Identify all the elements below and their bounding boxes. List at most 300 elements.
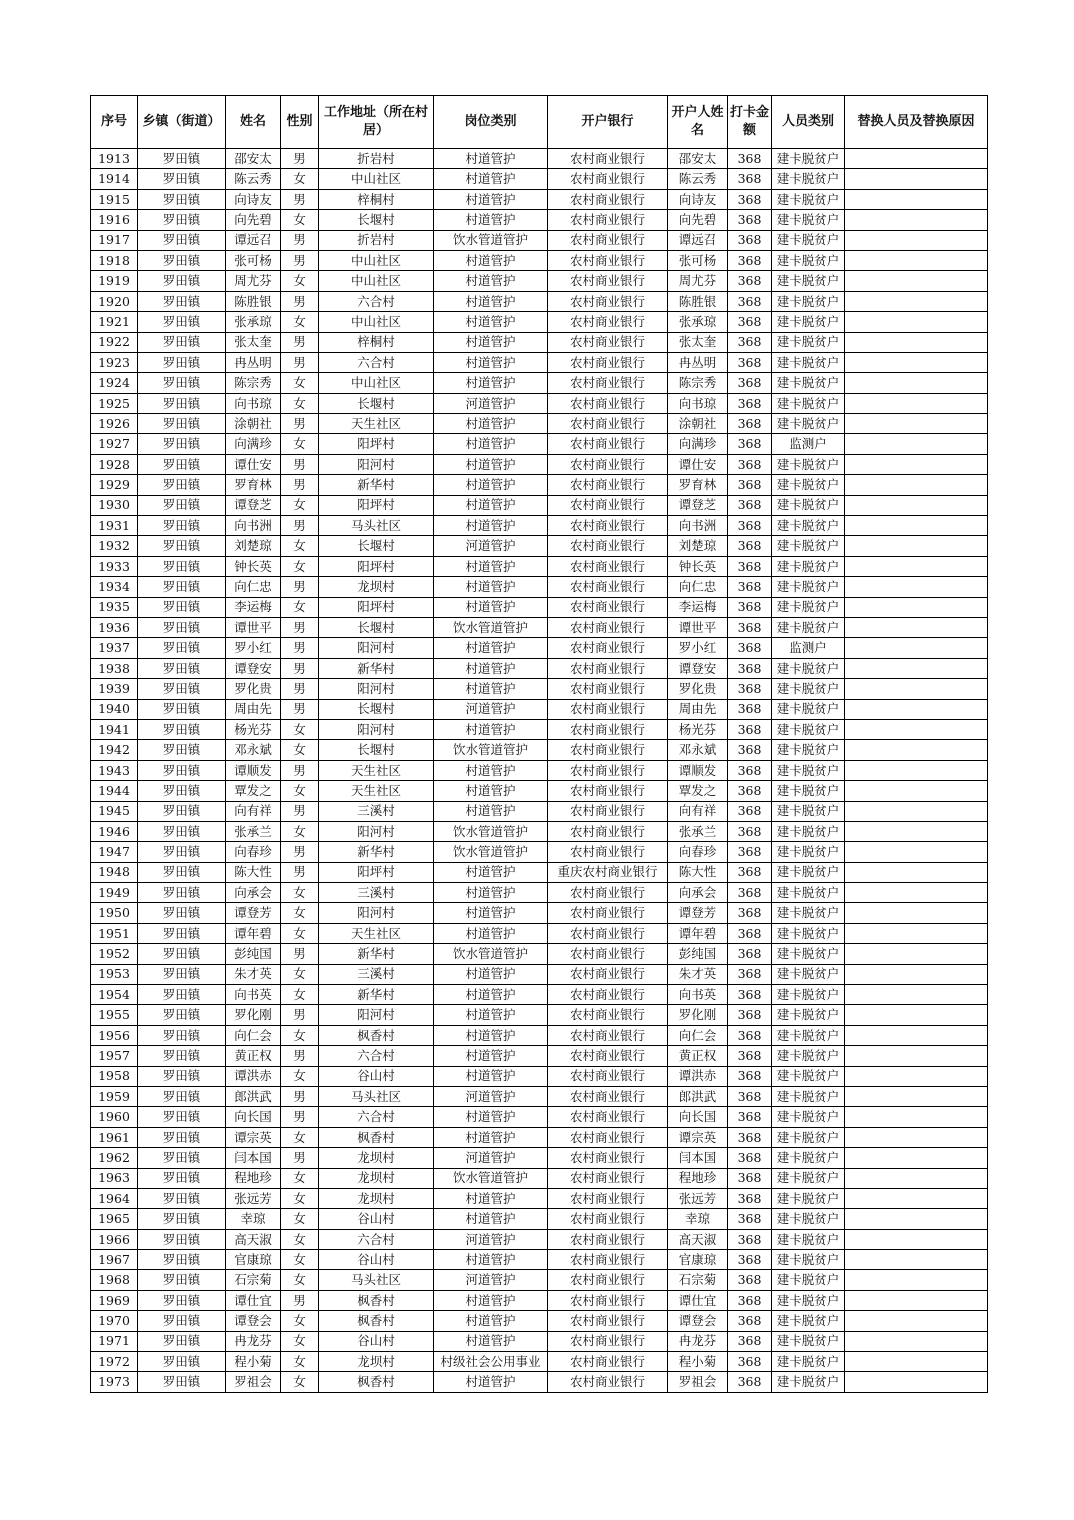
table-row [91,169,988,189]
table-row [91,1311,988,1331]
cell-bank: 农村商业银行 [548,1066,668,1086]
cell-bank: 农村商业银行 [548,964,668,984]
cell-account_name: 向书英 [668,985,728,1005]
cell-gender: 男 [281,1107,319,1127]
cell-account_name: 涂朝社 [668,414,728,434]
cell-bank: 农村商业银行 [548,1270,668,1290]
cell-gender: 女 [281,1352,319,1372]
table-row [91,985,988,1005]
cell-amount: 368 [728,1331,772,1351]
cell-amount: 368 [728,495,772,515]
cell-index: 1918 [91,250,138,270]
cell-township: 罗田镇 [138,617,226,637]
cell-bank: 农村商业银行 [548,414,668,434]
cell-post_type: 河道管护 [434,393,548,413]
cell-bank: 农村商业银行 [548,373,668,393]
cell-township: 罗田镇 [138,1352,226,1372]
table-row [91,536,988,556]
cell-post_type: 村道管护 [434,189,548,209]
cell-work_address: 枫香村 [319,1025,434,1045]
cell-index: 1923 [91,352,138,372]
cell-gender: 男 [281,352,319,372]
cell-gender: 男 [281,189,319,209]
table-row [91,556,988,576]
cell-bank: 农村商业银行 [548,1311,668,1331]
cell-index: 1970 [91,1311,138,1331]
cell-amount: 368 [728,862,772,882]
cell-account_name: 张远芳 [668,1188,728,1208]
cell-township: 罗田镇 [138,781,226,801]
cell-gender: 女 [281,1270,319,1290]
cell-name: 谭宗英 [226,1127,281,1147]
cell-township: 罗田镇 [138,923,226,943]
table-row [91,210,988,230]
cell-name: 谭洪赤 [226,1066,281,1086]
cell-name: 谭仕宜 [226,1290,281,1310]
cell-account_name: 周由先 [668,699,728,719]
cell-work_address: 长堰村 [319,699,434,719]
cell-bank: 农村商业银行 [548,1005,668,1025]
cell-bank: 农村商业银行 [548,944,668,964]
cell-name: 冉丛明 [226,352,281,372]
table-row [91,373,988,393]
cell-name: 向仁忠 [226,577,281,597]
cell-name: 高天淑 [226,1229,281,1249]
cell-index: 1937 [91,638,138,658]
cell-amount: 368 [728,985,772,1005]
table-row [91,1290,988,1310]
cell-person_type: 建卡脱贫户 [772,373,845,393]
table-row [91,964,988,984]
cell-post_type: 村道管护 [434,577,548,597]
table-row [91,617,988,637]
cell-index: 1932 [91,536,138,556]
cell-replacement [845,312,988,332]
cell-amount: 368 [728,842,772,862]
cell-person_type: 建卡脱贫户 [772,1025,845,1045]
cell-post_type: 村道管护 [434,597,548,617]
cell-account_name: 谭宗英 [668,1127,728,1147]
cell-replacement [845,210,988,230]
document-sheet [90,95,988,1393]
cell-post_type: 村道管护 [434,475,548,495]
cell-amount: 368 [728,332,772,352]
cell-gender: 女 [281,1331,319,1351]
cell-replacement [845,352,988,372]
cell-gender: 女 [281,964,319,984]
cell-township: 罗田镇 [138,1188,226,1208]
cell-person_type: 建卡脱贫户 [772,1331,845,1351]
cell-person_type: 建卡脱贫户 [772,944,845,964]
cell-account_name: 向长国 [668,1107,728,1127]
cell-index: 1966 [91,1229,138,1249]
cell-name: 罗祖会 [226,1372,281,1392]
cell-amount: 368 [728,801,772,821]
cell-amount: 368 [728,1188,772,1208]
table-row [91,516,988,536]
cell-person_type: 建卡脱贫户 [772,393,845,413]
cell-account_name: 谭仕安 [668,454,728,474]
cell-work_address: 谷山村 [319,1331,434,1351]
cell-name: 幸琼 [226,1209,281,1229]
cell-account_name: 罗化贵 [668,679,728,699]
column-header-person_type: 人员类别 [772,96,845,149]
cell-post_type: 村道管护 [434,291,548,311]
cell-post_type: 河道管护 [434,536,548,556]
cell-replacement [845,781,988,801]
cell-account_name: 邵安太 [668,149,728,169]
cell-index: 1946 [91,821,138,841]
cell-amount: 368 [728,1046,772,1066]
cell-replacement [845,475,988,495]
cell-person_type: 建卡脱贫户 [772,1168,845,1188]
cell-bank: 农村商业银行 [548,169,668,189]
cell-name: 罗化刚 [226,1005,281,1025]
table-row [91,923,988,943]
cell-post_type: 村道管护 [434,638,548,658]
cell-work_address: 阳河村 [319,454,434,474]
cell-account_name: 罗祖会 [668,1372,728,1392]
cell-account_name: 谭世平 [668,617,728,637]
cell-post_type: 村道管护 [434,719,548,739]
cell-township: 罗田镇 [138,1372,226,1392]
cell-name: 涂朝社 [226,414,281,434]
cell-index: 1951 [91,923,138,943]
cell-township: 罗田镇 [138,169,226,189]
cell-person_type: 建卡脱贫户 [772,1005,845,1025]
cell-amount: 368 [728,1311,772,1331]
cell-bank: 农村商业银行 [548,1290,668,1310]
cell-account_name: 陈大性 [668,862,728,882]
cell-amount: 368 [728,781,772,801]
cell-gender: 女 [281,373,319,393]
cell-gender: 男 [281,944,319,964]
table-row [91,1331,988,1351]
cell-index: 1925 [91,393,138,413]
cell-person_type: 建卡脱贫户 [772,352,845,372]
cell-account_name: 李运梅 [668,597,728,617]
cell-replacement [845,149,988,169]
cell-account_name: 陈胜银 [668,291,728,311]
cell-township: 罗田镇 [138,271,226,291]
cell-gender: 女 [281,1311,319,1331]
cell-person_type: 建卡脱贫户 [772,781,845,801]
cell-township: 罗田镇 [138,1250,226,1270]
cell-replacement [845,495,988,515]
cell-bank: 农村商业银行 [548,454,668,474]
table-row [91,1025,988,1045]
cell-amount: 368 [728,658,772,678]
cell-replacement [845,250,988,270]
cell-post_type: 村道管护 [434,516,548,536]
cell-index: 1928 [91,454,138,474]
cell-gender: 女 [281,1372,319,1392]
cell-post_type: 村道管护 [434,985,548,1005]
cell-amount: 368 [728,903,772,923]
cell-township: 罗田镇 [138,801,226,821]
cell-name: 张承琼 [226,312,281,332]
cell-person_type: 建卡脱贫户 [772,271,845,291]
cell-township: 罗田镇 [138,516,226,536]
table-row [91,230,988,250]
cell-name: 程小菊 [226,1352,281,1372]
cell-name: 杨光芬 [226,719,281,739]
cell-post_type: 村道管护 [434,1311,548,1331]
cell-township: 罗田镇 [138,862,226,882]
cell-gender: 男 [281,1086,319,1106]
cell-index: 1926 [91,414,138,434]
cell-person_type: 建卡脱贫户 [772,985,845,1005]
cell-gender: 男 [281,577,319,597]
cell-name: 覃发之 [226,781,281,801]
cell-name: 石宗菊 [226,1270,281,1290]
cell-replacement [845,1352,988,1372]
cell-work_address: 阳河村 [319,903,434,923]
cell-township: 罗田镇 [138,760,226,780]
cell-work_address: 长堰村 [319,536,434,556]
table-row [91,944,988,964]
cell-post_type: 村道管护 [434,556,548,576]
cell-account_name: 向满珍 [668,434,728,454]
cell-account_name: 向春珍 [668,842,728,862]
cell-replacement [845,1127,988,1147]
cell-gender: 男 [281,617,319,637]
cell-township: 罗田镇 [138,638,226,658]
cell-bank: 农村商业银行 [548,475,668,495]
cell-person_type: 建卡脱贫户 [772,719,845,739]
cell-gender: 女 [281,821,319,841]
cell-post_type: 河道管护 [434,1148,548,1168]
cell-replacement [845,1311,988,1331]
cell-work_address: 长堰村 [319,210,434,230]
table-row [91,271,988,291]
cell-bank: 农村商业银行 [548,985,668,1005]
cell-post_type: 饮水管道管护 [434,1168,548,1188]
cell-amount: 368 [728,1250,772,1270]
cell-post_type: 村道管护 [434,801,548,821]
column-header-name: 姓名 [226,96,281,149]
cell-township: 罗田镇 [138,312,226,332]
cell-work_address: 龙坝村 [319,1188,434,1208]
cell-post_type: 村道管护 [434,414,548,434]
cell-account_name: 向承会 [668,883,728,903]
cell-bank: 重庆农村商业银行 [548,862,668,882]
cell-township: 罗田镇 [138,1046,226,1066]
cell-amount: 368 [728,1005,772,1025]
cell-replacement [845,679,988,699]
cell-work_address: 马头社区 [319,516,434,536]
cell-amount: 368 [728,617,772,637]
cell-bank: 农村商业银行 [548,1107,668,1127]
cell-amount: 368 [728,291,772,311]
cell-work_address: 新华村 [319,842,434,862]
column-header-gender: 性别 [281,96,319,149]
cell-township: 罗田镇 [138,1005,226,1025]
cell-replacement [845,658,988,678]
cell-amount: 368 [728,740,772,760]
cell-amount: 368 [728,883,772,903]
cell-name: 刘楚琼 [226,536,281,556]
cell-index: 1922 [91,332,138,352]
cell-bank: 农村商业银行 [548,883,668,903]
cell-index: 1954 [91,985,138,1005]
cell-amount: 368 [728,944,772,964]
cell-replacement [845,189,988,209]
cell-account_name: 幸琼 [668,1209,728,1229]
cell-township: 罗田镇 [138,821,226,841]
cell-work_address: 阳河村 [319,679,434,699]
cell-person_type: 建卡脱贫户 [772,149,845,169]
cell-gender: 男 [281,842,319,862]
cell-bank: 农村商业银行 [548,821,668,841]
cell-person_type: 建卡脱贫户 [772,903,845,923]
cell-work_address: 马头社区 [319,1270,434,1290]
table-row [91,1352,988,1372]
cell-township: 罗田镇 [138,1209,226,1229]
cell-account_name: 谭登安 [668,658,728,678]
cell-person_type: 建卡脱贫户 [772,169,845,189]
cell-person_type: 建卡脱贫户 [772,842,845,862]
cell-person_type: 建卡脱贫户 [772,679,845,699]
cell-bank: 农村商业银行 [548,393,668,413]
cell-index: 1949 [91,883,138,903]
cell-account_name: 向书琼 [668,393,728,413]
cell-bank: 农村商业银行 [548,1025,668,1045]
cell-post_type: 村道管护 [434,210,548,230]
cell-post_type: 饮水管道管护 [434,740,548,760]
column-header-account_name: 开户人姓名 [668,96,728,149]
cell-bank: 农村商业银行 [548,1331,668,1351]
table-header [91,96,988,149]
cell-replacement [845,536,988,556]
cell-township: 罗田镇 [138,597,226,617]
cell-post_type: 村道管护 [434,1290,548,1310]
cell-name: 谭登芝 [226,495,281,515]
cell-post_type: 村道管护 [434,1025,548,1045]
cell-bank: 农村商业银行 [548,516,668,536]
cell-post_type: 村道管护 [434,1331,548,1351]
cell-account_name: 谭登芳 [668,903,728,923]
cell-work_address: 谷山村 [319,1209,434,1229]
cell-amount: 368 [728,556,772,576]
cell-person_type: 建卡脱贫户 [772,1066,845,1086]
cell-replacement [845,760,988,780]
cell-gender: 男 [281,149,319,169]
table-row [91,393,988,413]
cell-name: 谭年碧 [226,923,281,943]
cell-name: 周由先 [226,699,281,719]
cell-index: 1921 [91,312,138,332]
cell-name: 谭登会 [226,1311,281,1331]
cell-person_type: 建卡脱贫户 [772,1372,845,1392]
cell-gender: 男 [281,414,319,434]
cell-post_type: 村道管护 [434,1107,548,1127]
table-row [91,495,988,515]
cell-index: 1933 [91,556,138,576]
cell-township: 罗田镇 [138,740,226,760]
cell-name: 谭远召 [226,230,281,250]
cell-post_type: 村道管护 [434,495,548,515]
cell-replacement [845,964,988,984]
cell-replacement [845,883,988,903]
cell-bank: 农村商业银行 [548,719,668,739]
cell-index: 1920 [91,291,138,311]
cell-township: 罗田镇 [138,1025,226,1045]
cell-township: 罗田镇 [138,393,226,413]
cell-name: 陈宗秀 [226,373,281,393]
cell-gender: 男 [281,291,319,311]
cell-account_name: 程地珍 [668,1168,728,1188]
cell-account_name: 钟长英 [668,556,728,576]
cell-bank: 农村商业银行 [548,352,668,372]
cell-name: 罗小红 [226,638,281,658]
cell-amount: 368 [728,1209,772,1229]
cell-gender: 女 [281,1127,319,1147]
table-row [91,679,988,699]
cell-name: 向书琼 [226,393,281,413]
cell-township: 罗田镇 [138,352,226,372]
cell-amount: 368 [728,1352,772,1372]
cell-work_address: 马头社区 [319,1086,434,1106]
cell-gender: 女 [281,210,319,230]
cell-post_type: 村道管护 [434,760,548,780]
cell-replacement [845,1148,988,1168]
cell-index: 1965 [91,1209,138,1229]
cell-index: 1936 [91,617,138,637]
cell-gender: 女 [281,1209,319,1229]
cell-index: 1940 [91,699,138,719]
cell-replacement [845,414,988,434]
cell-bank: 农村商业银行 [548,760,668,780]
cell-account_name: 谭登会 [668,1311,728,1331]
cell-name: 郎洪武 [226,1086,281,1106]
column-header-index: 序号 [91,96,138,149]
cell-work_address: 天生社区 [319,923,434,943]
cell-bank: 农村商业银行 [548,536,668,556]
cell-amount: 368 [728,312,772,332]
cell-gender: 女 [281,740,319,760]
cell-index: 1961 [91,1127,138,1147]
cell-amount: 368 [728,1270,772,1290]
cell-township: 罗田镇 [138,1127,226,1147]
cell-work_address: 龙坝村 [319,1148,434,1168]
cell-index: 1957 [91,1046,138,1066]
table-row [91,434,988,454]
cell-person_type: 建卡脱贫户 [772,740,845,760]
cell-replacement [845,1025,988,1045]
cell-replacement [845,985,988,1005]
cell-gender: 男 [281,801,319,821]
cell-account_name: 杨光芬 [668,719,728,739]
cell-account_name: 向仁忠 [668,577,728,597]
cell-work_address: 折岩村 [319,149,434,169]
cell-account_name: 谭仕宜 [668,1290,728,1310]
cell-name: 张太奎 [226,332,281,352]
cell-work_address: 三溪村 [319,964,434,984]
table-row [91,577,988,597]
cell-name: 陈大性 [226,862,281,882]
cell-person_type: 建卡脱贫户 [772,597,845,617]
cell-person_type: 建卡脱贫户 [772,230,845,250]
cell-replacement [845,801,988,821]
cell-township: 罗田镇 [138,1086,226,1106]
cell-replacement [845,597,988,617]
cell-post_type: 村道管护 [434,332,548,352]
cell-amount: 368 [728,414,772,434]
cell-person_type: 建卡脱贫户 [772,1107,845,1127]
cell-gender: 女 [281,1229,319,1249]
cell-gender: 女 [281,271,319,291]
